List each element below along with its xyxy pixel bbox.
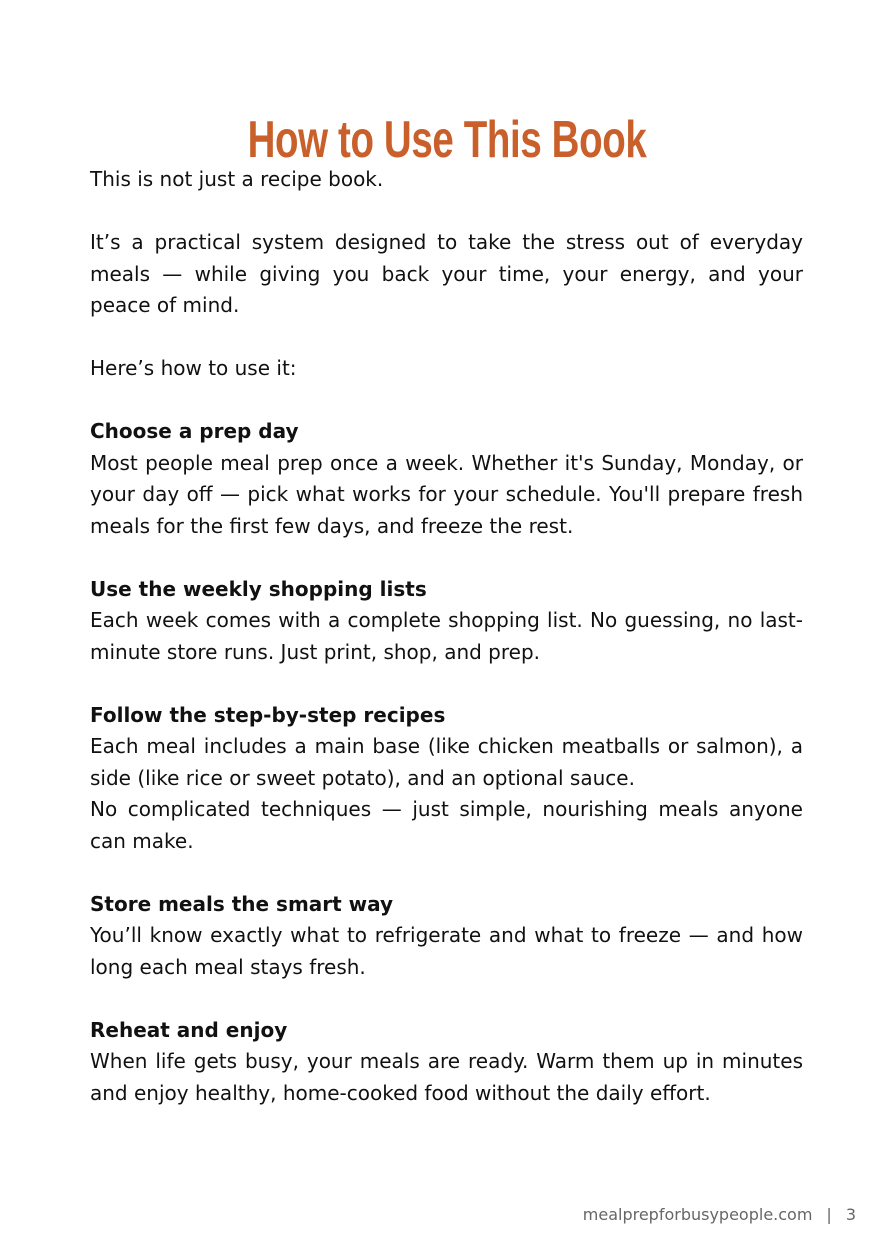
section-heading: Choose a prep day [90,419,299,443]
section-body: Most people meal prep once a week. Whether it's Sunday, Monday, or your day off — pick what works for your schedule. You'll prepare fresh meals for the first few days, and freeze the rest. [90,450,803,538]
footer-website: mealprepforbusypeople.com [582,1205,813,1224]
intro-paragraph: Here’s how to use it: [90,356,297,380]
section-heading: Reheat and enjoy [90,1017,288,1042]
section-body: No complicated techniques — just simple, nourishing meals anyone can make. [90,797,803,853]
section-store-meals [90,889,803,984]
section-reheat-and-enjoy [90,1015,803,1110]
page-content [90,164,803,1109]
section-heading: Follow the step-by-step recipes [90,702,446,727]
section-body: Each meal includes a main base (like chicken meatballs or salmon), a side (like rice or sweet potato), and an optional sauce. [90,734,803,790]
intro-paragraph: It’s a practical system designed to take the stress out of everyday meals — while giving you back your time, your energy, and your peace of mind. [90,230,803,317]
section-shopping-lists [90,574,803,669]
section-heading: Store meals the smart way [90,891,394,916]
section-body: When life gets busy, your meals are ready. Warm them up in minutes and enjoy healthy, home-cooked food without the daily effort. [90,1049,803,1105]
intro-paragraph: This is not just a recipe book. [90,167,384,191]
section-heading: Use the weekly shopping lists [90,576,427,601]
section-body: Each week comes with a complete shopping list. No guessing, no last-minute store runs. Just print, shop, and prep. [90,608,803,664]
page-number: 3 [845,1205,856,1224]
footer-separator: | [826,1205,832,1224]
page-title: How to Use This Book [247,110,647,169]
section-step-by-step-recipes [90,700,803,858]
section-body: You’ll know exactly what to refrigerate and what to freeze — and how long each meal stays fresh. [90,923,803,979]
section-choose-prep-day [90,416,803,542]
page-footer [583,1200,856,1230]
